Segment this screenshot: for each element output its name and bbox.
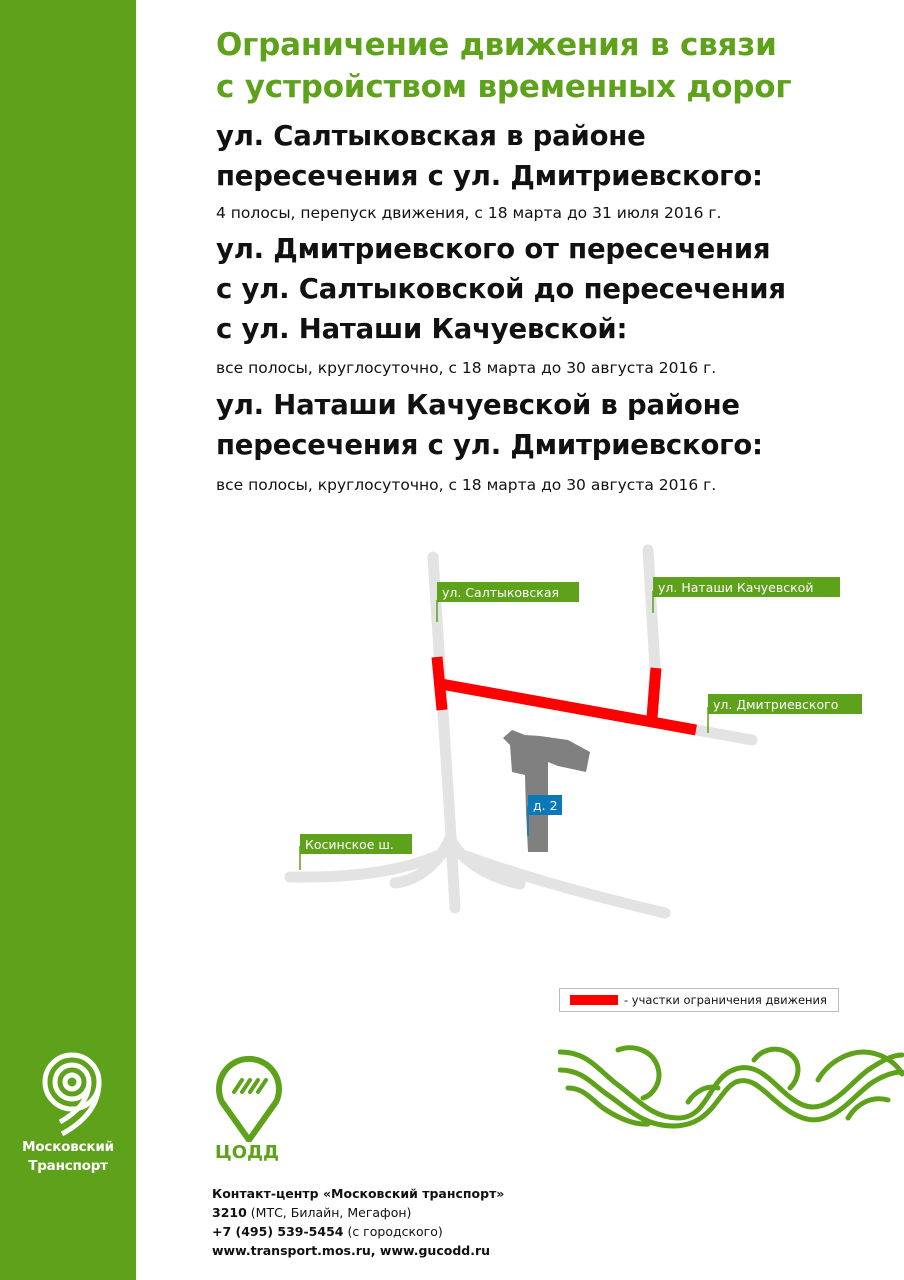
label-kosinskoe-text: Косинское ш. <box>305 837 394 852</box>
contact-websites: www.transport.mos.ru, www.gucodd.ru <box>212 1243 491 1258</box>
section-3-street-line-1: ул. Наташи Качуевской в районе <box>216 389 740 421</box>
contact-short-number-line <box>212 1203 632 1222</box>
section-1-street <box>216 116 896 196</box>
section-2-detail: все полосы, круглосуточно, с 18 марта до 30 августа 2016 г. <box>216 359 717 377</box>
section-3-street <box>216 385 896 465</box>
title-line-2: с устройством временных дорог <box>216 69 792 105</box>
section-3-detail: все полосы, круглосуточно, с 18 марта до 30 августа 2016 г. <box>216 476 717 494</box>
codd-name: ЦОДД <box>215 1142 280 1163</box>
contact-phone: +7 (495) 539-5454 <box>212 1224 344 1239</box>
label-saltykovskaya-text: ул. Салтыковская <box>442 585 560 600</box>
label-building-text: д. 2 <box>533 798 558 813</box>
label-kosinskoe <box>300 834 412 854</box>
label-kachuevskaya <box>653 577 840 597</box>
contact-short-number: 3210 <box>212 1205 247 1220</box>
section-2-street-line-2: с ул. Салтыковской до пересечения <box>216 273 786 305</box>
mt-name-line1: Московский <box>22 1139 114 1155</box>
section-1-street-line-2: пересечения с ул. Дмитриевского: <box>216 160 763 192</box>
green-sidebar <box>0 0 136 1280</box>
contact-short-note: (МТС, Билайн, Мегафон) <box>250 1205 412 1220</box>
section-2-street-line-3: с ул. Наташи Качуевской: <box>216 313 628 345</box>
building-d2 <box>503 730 590 852</box>
moscow-transport-name <box>0 1138 136 1176</box>
mt-name-line2: Транспорт <box>28 1158 108 1174</box>
map-legend <box>559 988 839 1012</box>
contact-phone-line <box>212 1222 632 1241</box>
label-kachuevskaya-text: ул. Наташи Качуевской <box>658 580 814 595</box>
section-1-street-line-1: ул. Салтыковская в районе <box>216 120 646 152</box>
moscow-transport-logo-icon <box>34 1050 110 1136</box>
section-2-street <box>216 229 896 349</box>
contact-title: Контакт-центр «Московский транспорт» <box>212 1186 505 1201</box>
section-1-detail: 4 полосы, перепуск движения, с 18 марта до 31 июля 2016 г. <box>216 204 722 222</box>
label-building <box>528 795 562 815</box>
codd-logo-icon <box>212 1050 286 1142</box>
page-title <box>216 24 896 108</box>
label-saltykovskaya <box>437 582 579 602</box>
label-dmitrievskogo-text: ул. Дмитриевского <box>713 697 839 712</box>
restriction-kachuevskaya <box>652 668 656 718</box>
legend-text: - участки ограничения движения <box>624 993 827 1007</box>
contact-phone-note: (с городского) <box>347 1224 443 1239</box>
title-line-1: Ограничение движения в связи <box>216 27 777 63</box>
legend-red-swatch <box>570 995 618 1005</box>
section-3-street-line-2: пересечения с ул. Дмитриевского: <box>216 429 763 461</box>
contact-block <box>212 1184 632 1260</box>
road-kosinskoe <box>290 850 665 913</box>
label-dmitrievskogo <box>708 694 862 714</box>
road-map <box>270 535 904 940</box>
section-2-street-line-1: ул. Дмитриевского от пересечения <box>216 233 771 265</box>
decorative-waves-icon <box>558 1040 904 1130</box>
